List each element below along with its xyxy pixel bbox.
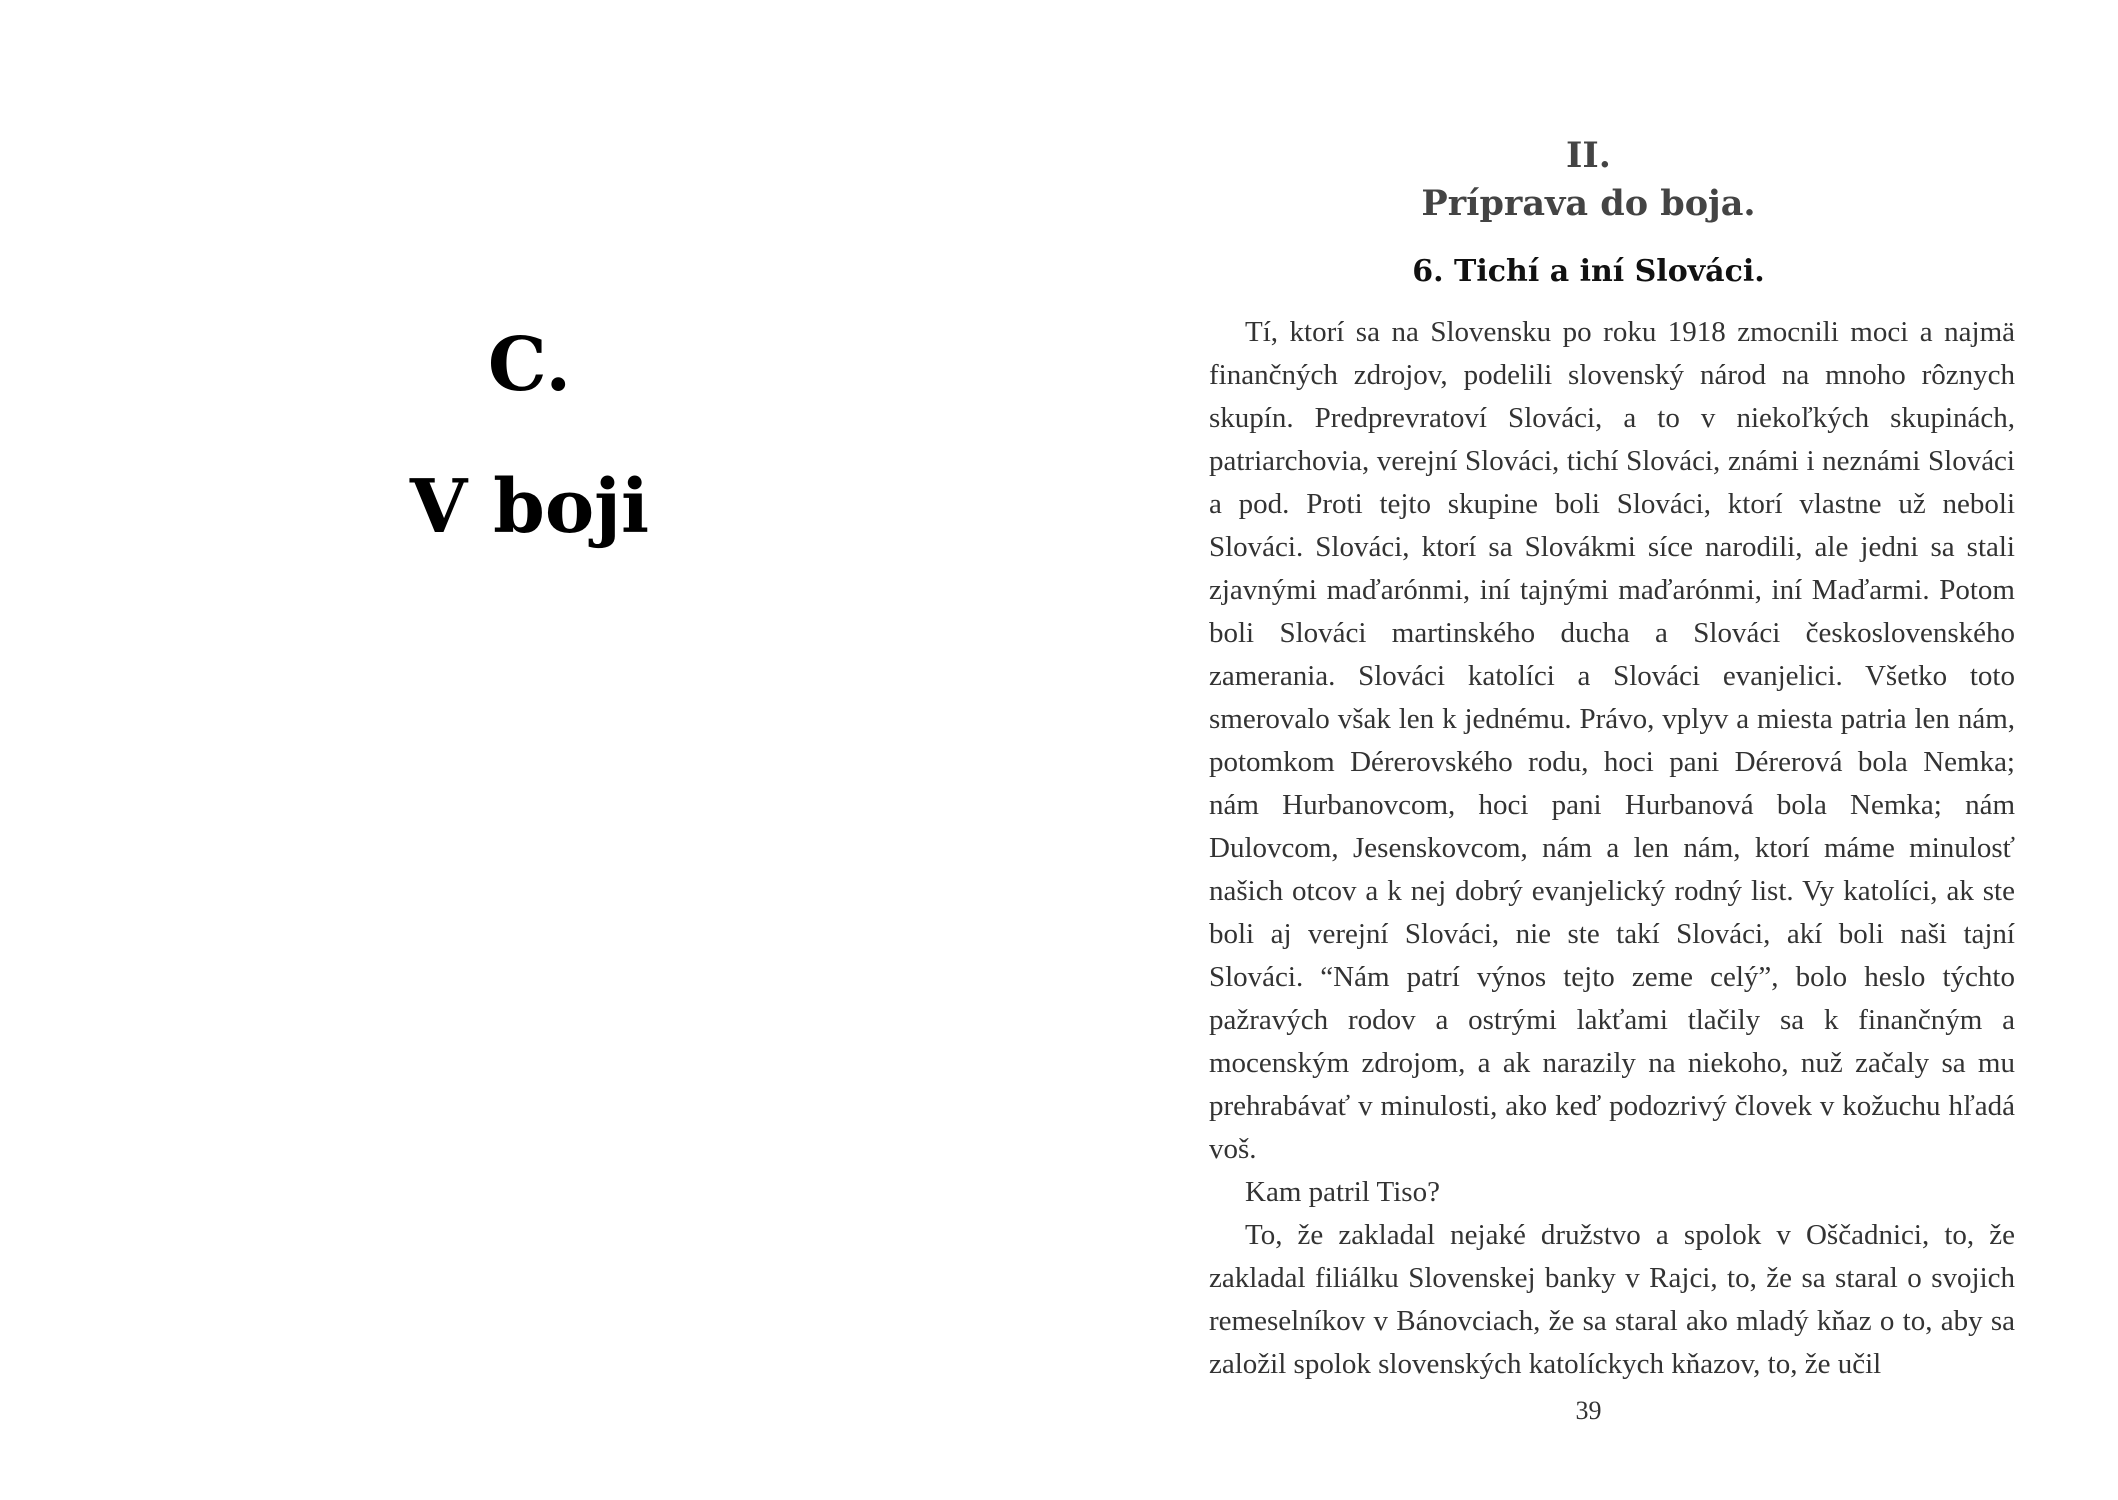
part-title: V boji bbox=[409, 464, 650, 550]
paragraph: Tí, ktorí sa na Slovensku po roku 1918 zmocnili moci a najmä finančných zdrojov, podelili slovenský národ na mnoho rôznych skupín. Predprevratoví Slováci, a to v niekoľkých skupinách, patriarchovia, verejní Slováci, tichí Slováci, známi i neznámi Slováci a pod. Proti tejto skupine boli Slováci, ktorí vlastne už neboli Slováci. Slováci, ktorí sa Slovákmi síce narodili, ale jedni sa stali zjavnými maďarónmi, iní tajnými maďarónmi, iní Maďarmi. Potom boli Slováci martinského ducha a Slováci československého zamerania. Slováci katolíci a Slováci evanjelici. Všetko toto smerovalo však len k jednému. Právo, vplyv a miesta patria len nám, potomkom Dérerovského rodu, hoci pani Dérerová bola Nemka; nám Hurbanovcom, hoci pani Hurbanová bola Nemka; nám Dulovcom, Jesenskovcom, nám a len nám, ktorí máme minulosť našich otcov a k nej dobrý evanjelický rodný list. Vy katolíci, ak ste boli aj verejní Slováci, nie ste takí Slováci, akí boli naši tajní Slováci. “Nám patrí výnos tejto zeme celý”, bolo heslo týchto pažravých rodov a ostrými lakťami tlačily sa k finančným a mocenským zdrojom, a ak narazily na niekoho, nuž začaly sa mu prehrabávať v minulosti, ako keď podozrivý človek v kožuchu hľadá voš. bbox=[1209, 316, 2015, 1165]
chapter-number: II. bbox=[1566, 135, 1611, 176]
section-title: 6. Tichí a iní Slováci. bbox=[1412, 254, 1765, 289]
page-number: 39 bbox=[1575, 1396, 1602, 1425]
part-letter: C. bbox=[487, 322, 572, 408]
right-page bbox=[1059, 0, 2118, 1500]
body-text bbox=[1209, 311, 2015, 1386]
paragraph: Kam patril Tiso? bbox=[1245, 1176, 1440, 1208]
chapter-title: Príprava do boja. bbox=[1421, 183, 1756, 224]
paragraph: To, že zakladal nejaké družstvo a spolok v Oščadnici, to, že zakladal filiálku Slovenskej banky v Rajci, to, že sa staral o svojich remeselníkov v Bánovciach, že sa staral ako mladý kňaz o to, aby sa založil spolok slovenských katolíckych kňazov, to, že učil bbox=[1209, 1219, 2015, 1380]
